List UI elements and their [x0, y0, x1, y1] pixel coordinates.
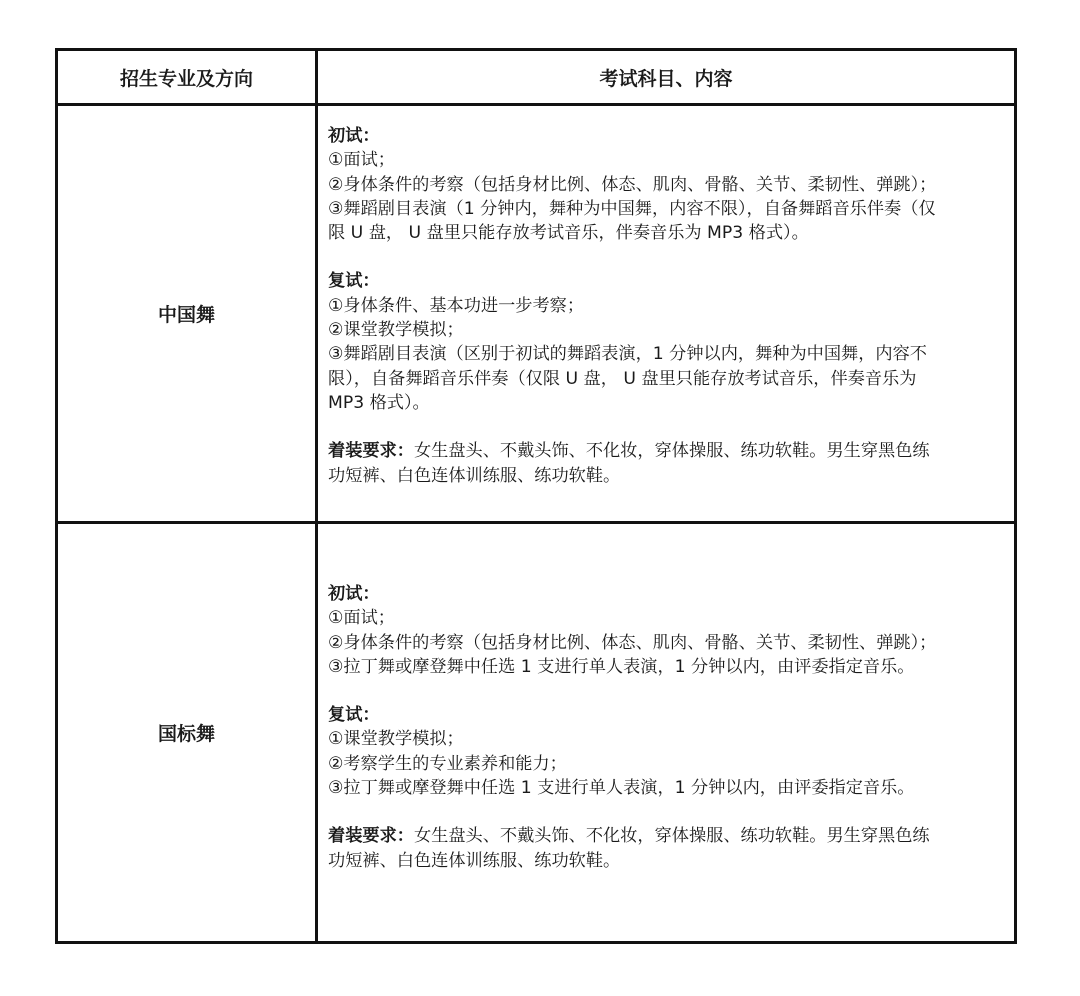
row-major-ballroom-dance: 国标舞	[157, 723, 215, 745]
first-exam-line: ①面试；	[328, 608, 395, 629]
second-exam-line: ②课堂教学模拟；	[328, 320, 464, 341]
dress-requirement	[328, 824, 1004, 848]
header-exam: 考试科目、内容	[599, 67, 733, 90]
first-exam-title: 初试：	[328, 584, 380, 604]
row-major-chinese-dance: 中国舞	[157, 304, 215, 326]
row-content-chinese-dance	[318, 106, 1014, 521]
dress-text: 女生盘头、不戴头饰、不化妆，穿体操服、练功软鞋。男生穿黑色练	[413, 441, 930, 462]
second-exam-line: ②考察学生的专业素养和能力；	[328, 753, 567, 774]
first-exam-line: ③舞蹈剧目表演（1 分钟内，舞种为中国舞，内容不限），自备舞蹈音乐伴奏（仅	[328, 198, 936, 219]
dress-text-cont: 功短裤、白色连体训练服、练功软鞋。	[328, 850, 621, 871]
row-content-ballroom-dance	[318, 524, 1014, 941]
header-major: 招生专业及方向	[119, 67, 253, 90]
second-exam-line: ③舞蹈剧目表演（区别于初试的舞蹈表演，1 分钟以内，舞种为中国舞，内容不	[328, 344, 927, 365]
first-exam-line: ③拉丁舞或摩登舞中任选 1 支进行单人表演，1 分钟以内，由评委指定音乐。	[328, 656, 915, 677]
dress-label: 着装要求：	[328, 826, 414, 847]
second-exam-line: 限），自备舞蹈音乐伴奏（仅限 U 盘， U 盘里只能存放考试音乐，伴奏音乐为	[328, 368, 917, 389]
second-exam-line: ①课堂教学模拟；	[328, 729, 464, 750]
first-exam-line: ②身体条件的考察（包括身材比例、体态、肌肉、骨骼、关节、柔韧性、弹跳）；	[328, 632, 937, 653]
admissions-table	[55, 48, 1017, 944]
second-exam-title: 复试：	[328, 271, 380, 292]
first-exam-title: 初试：	[328, 126, 380, 146]
dress-label: 着装要求：	[328, 441, 414, 462]
dress-text-cont: 功短裤、白色连体训练服、练功软鞋。	[328, 465, 621, 486]
second-exam-line: ③拉丁舞或摩登舞中任选 1 支进行单人表演，1 分钟以内，由评委指定音乐。	[328, 778, 915, 799]
first-exam-line: 限 U 盘， U 盘里只能存放考试音乐，伴奏音乐为 MP3 格式）。	[328, 223, 809, 244]
dress-requirement	[328, 439, 1004, 463]
second-exam-title: 复试：	[328, 705, 380, 726]
first-exam-line: ①面试；	[328, 150, 395, 171]
dress-text: 女生盘头、不戴头饰、不化妆，穿体操服、练功软鞋。男生穿黑色练	[413, 826, 930, 847]
second-exam-line: ①身体条件、基本功进一步考察；	[328, 295, 585, 316]
second-exam-line: MP3 格式）。	[328, 392, 430, 413]
first-exam-line: ②身体条件的考察（包括身材比例、体态、肌肉、骨骼、关节、柔韧性、弹跳）；	[328, 174, 937, 195]
